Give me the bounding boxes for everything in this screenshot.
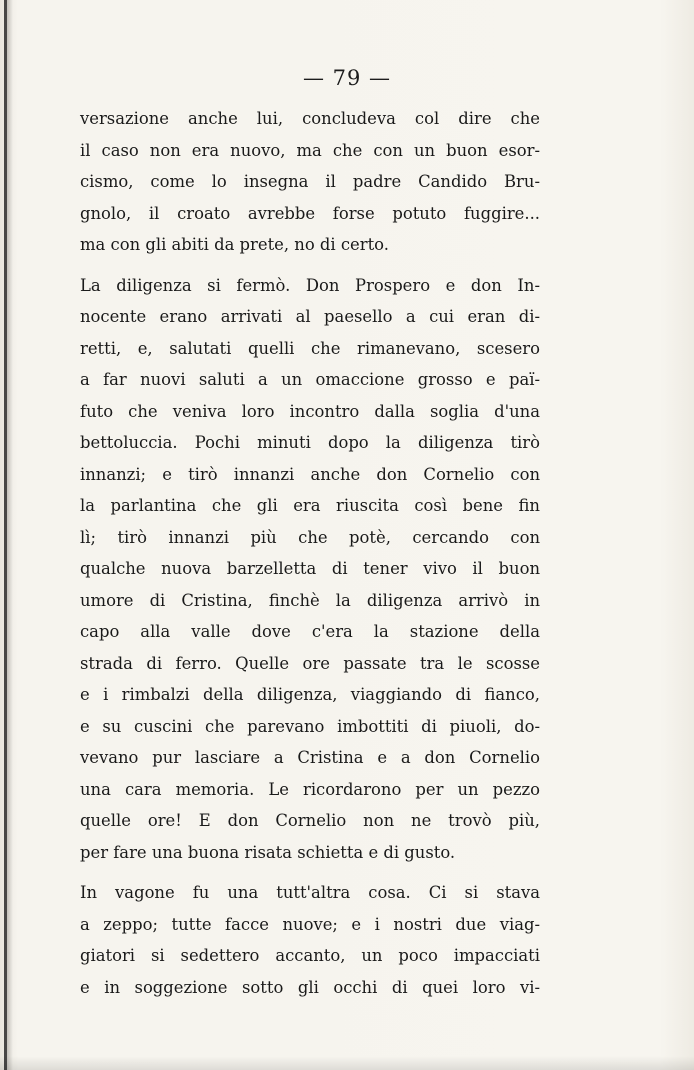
text-line: versazione anche lui, concludeva col dire che [80, 109, 540, 128]
text-line: retti, e, salutati quelli che rimanevano, scesero [80, 338, 540, 358]
text-line: il caso non era nuovo, ma che con un buon esor- [80, 140, 540, 160]
text-line: gnolo, il croato avrebbe forse potuto fuggire... [80, 203, 540, 223]
text-line: a far nuovi saluti a un omaccione grosso e paï- [80, 370, 540, 389]
text-line: giatori si sedettero accanto, un poco impacciati [80, 946, 540, 965]
text-line: e su cuscini che parevano imbottiti di piuoli, do- [80, 716, 540, 736]
text-line: nocente erano arrivati al paesello a cui eran di- [80, 307, 540, 326]
text-line: futo che veniva loro incontro dalla soglia d'una [80, 401, 540, 421]
text-line: e i rimbalzi della diligenza, viaggiando di fianco, [80, 685, 540, 704]
text-line: capo alla valle dove c'era la stazione della [80, 622, 540, 641]
text-line: quelle ore! E don Cornelio non ne trovò più, [80, 811, 540, 830]
text-line: e in soggezione sotto gli occhi di quei loro vi- [80, 977, 540, 997]
text-line: bettoluccia. Pochi minuti dopo la diligenza tirò [80, 433, 540, 452]
text-line: lì; tirò innanzi più che potè, cercando con [80, 527, 540, 547]
text-line: In vagone fu una tutt'altra cosa. Ci si stava [80, 883, 540, 902]
page-number: — 79 — [302, 66, 392, 90]
text-line: innanzi; e tirò innanzi anche don Cornelio con [80, 464, 540, 484]
text-line: La diligenza si fermò. Don Prospero e don In- [80, 275, 540, 295]
text-line: ma con gli abiti da prete, no di certo. [80, 235, 389, 254]
text-line: per fare una buona risata schietta e di gusto. [80, 842, 456, 862]
body-text [80, 103, 540, 1003]
text-line: la parlantina che gli era riuscita così bene fin [80, 496, 540, 515]
page-bottom-edge [0, 1056, 694, 1070]
text-line: una cara memoria. Le ricordarono per un pezzo [80, 779, 540, 799]
text-line: qualche nuova barzelletta di tener vivo il buon [80, 559, 540, 578]
text-line: cismo, come lo insegna il padre Candido Bru- [80, 172, 540, 191]
text-line: strada di ferro. Quelle ore passate tra le scosse [80, 653, 540, 673]
text-line: umore di Cristina, finchè la diligenza arrivò in [80, 590, 540, 610]
text-line: a zeppo; tutte facce nuove; e i nostri due viag- [80, 914, 540, 934]
text-line: vevano pur lasciare a Cristina e a don Cornelio [80, 748, 540, 767]
spine-shadow [7, 0, 13, 1070]
